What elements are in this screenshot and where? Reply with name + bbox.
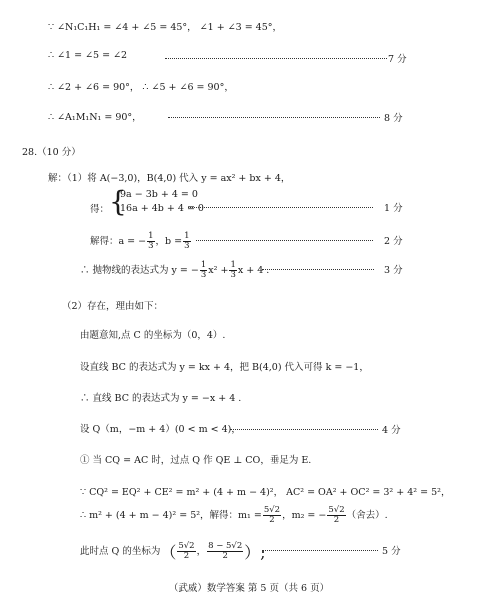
frac-num: 1 [184, 231, 190, 241]
score-label: 3 分 [384, 265, 403, 276]
frac-den: 3 [148, 241, 154, 251]
page-footer: （武威）数学答案 第 5 页（共 6 页） [168, 583, 330, 594]
part2-line-3: ∴ 直线 BC 的表达式为 y = −x + 4 . [80, 393, 242, 404]
part2-line-4: 设 Q（m，−m + 4）(0 < m < 4)， [80, 424, 241, 435]
system-brace: { [109, 185, 127, 218]
frac-num: 8 − 5√2 [208, 541, 243, 551]
fraction-m1 [263, 506, 281, 525]
parabola-end: x + 4 . [237, 265, 270, 276]
parabola-prefix: ∴ 抛物线的表达式为 y = − [80, 265, 199, 276]
system-prefix: 得： [90, 204, 110, 215]
parabola-line [80, 261, 269, 280]
q-coord-open: （ [160, 543, 177, 562]
score-leader [165, 50, 387, 59]
equation-1: 9a − 3b + 4 = 0 [120, 189, 198, 200]
part2-line-1: 由题意知,点 C 的坐标为（0，4）. [80, 330, 226, 341]
proof-line-1: ∵ ∠N₁C₁H₁ = ∠4 + ∠5 = 45°， ∠1 + ∠3 = 45°， [48, 22, 283, 33]
score-label: 1 分 [384, 203, 403, 214]
frac-den: 2 [222, 551, 228, 561]
score-leader [262, 261, 374, 270]
part2-heading: （2）存在，理由如下： [62, 301, 164, 312]
score-label: 4 分 [382, 425, 401, 436]
frac-den: 2 [269, 515, 275, 525]
question-number: 28.（10 分） [22, 147, 81, 158]
equation-2: 16a + 4b + 4 = 0 [120, 203, 204, 214]
fraction-b [183, 232, 190, 251]
score-leader [230, 421, 378, 430]
frac-den: 3 [230, 270, 236, 280]
score-leader [262, 542, 378, 551]
solution-line-1: 解：（1）将 A(−3,0)，B(4,0) 代入 y = ax² + bx + 4， [48, 173, 291, 184]
score-leader [196, 232, 373, 241]
m-solve-line [80, 506, 388, 525]
frac-den: 2 [333, 515, 340, 525]
q-coord-line [80, 540, 266, 563]
frac-den: 3 [184, 241, 190, 251]
fraction-a [147, 232, 154, 251]
frac-num: 5√2 [178, 541, 195, 551]
score-label: 5 分 [382, 546, 401, 557]
fraction-qy [207, 542, 243, 561]
fraction-c2 [229, 261, 236, 280]
frac-den: 3 [200, 270, 207, 280]
case1-line: ① 当 CQ = AC 时，过点 Q 作 QE ⊥ CO，垂足为 E. [80, 455, 312, 466]
m-solve-mid: ，m₂ = − [282, 510, 327, 521]
frac-num: 1 [148, 231, 154, 241]
score-leader [168, 109, 380, 118]
parabola-mid: x² + [208, 265, 229, 276]
proof-line-2: ∴ ∠1 = ∠5 = ∠2 [48, 50, 128, 61]
solved-prefix: 解得：a = − [90, 236, 147, 247]
fraction-c1 [200, 261, 207, 280]
q-coord-prefix: 此时点 Q 的坐标为 [80, 546, 161, 557]
frac-den: 2 [183, 551, 190, 561]
solved-mid: ，b = [155, 236, 183, 247]
fraction-m2 [327, 506, 345, 525]
q-coord-comma: ， [196, 546, 207, 557]
fraction-qx [177, 542, 195, 561]
q-coord-close: ）; [244, 543, 266, 562]
score-label: 8 分 [384, 113, 403, 124]
frac-num: 1 [200, 260, 207, 270]
score-label: 2 分 [384, 236, 403, 247]
proof-line-3: ∴ ∠2 + ∠6 = 90°， ∴ ∠5 + ∠6 = 90°， [48, 82, 234, 93]
m-solve-prefix: ∴ m² + (4 + m − 4)² = 5²，解得：m₁ = [80, 510, 262, 521]
cq-line: ∵ CQ² = EQ² + CE² = m² + (4 + m − 4)²， AC² = OA² + OC² = 3² + 4² = 5²， [80, 487, 451, 498]
part2-line-2: 设直线 BC 的表达式为 y = kx + 4，把 B(4,0) 代入可得 k = −1， [80, 362, 369, 373]
score-label: 7 分 [388, 54, 407, 65]
proof-line-4: ∴ ∠A₁M₁N₁ = 90°， [48, 112, 142, 123]
score-leader [188, 199, 373, 208]
frac-num: 5√2 [328, 505, 345, 515]
frac-num: 5√2 [263, 505, 281, 515]
m-solve-end: （舍去）. [346, 510, 388, 521]
frac-num: 1 [230, 260, 236, 270]
solved-line [90, 232, 192, 251]
